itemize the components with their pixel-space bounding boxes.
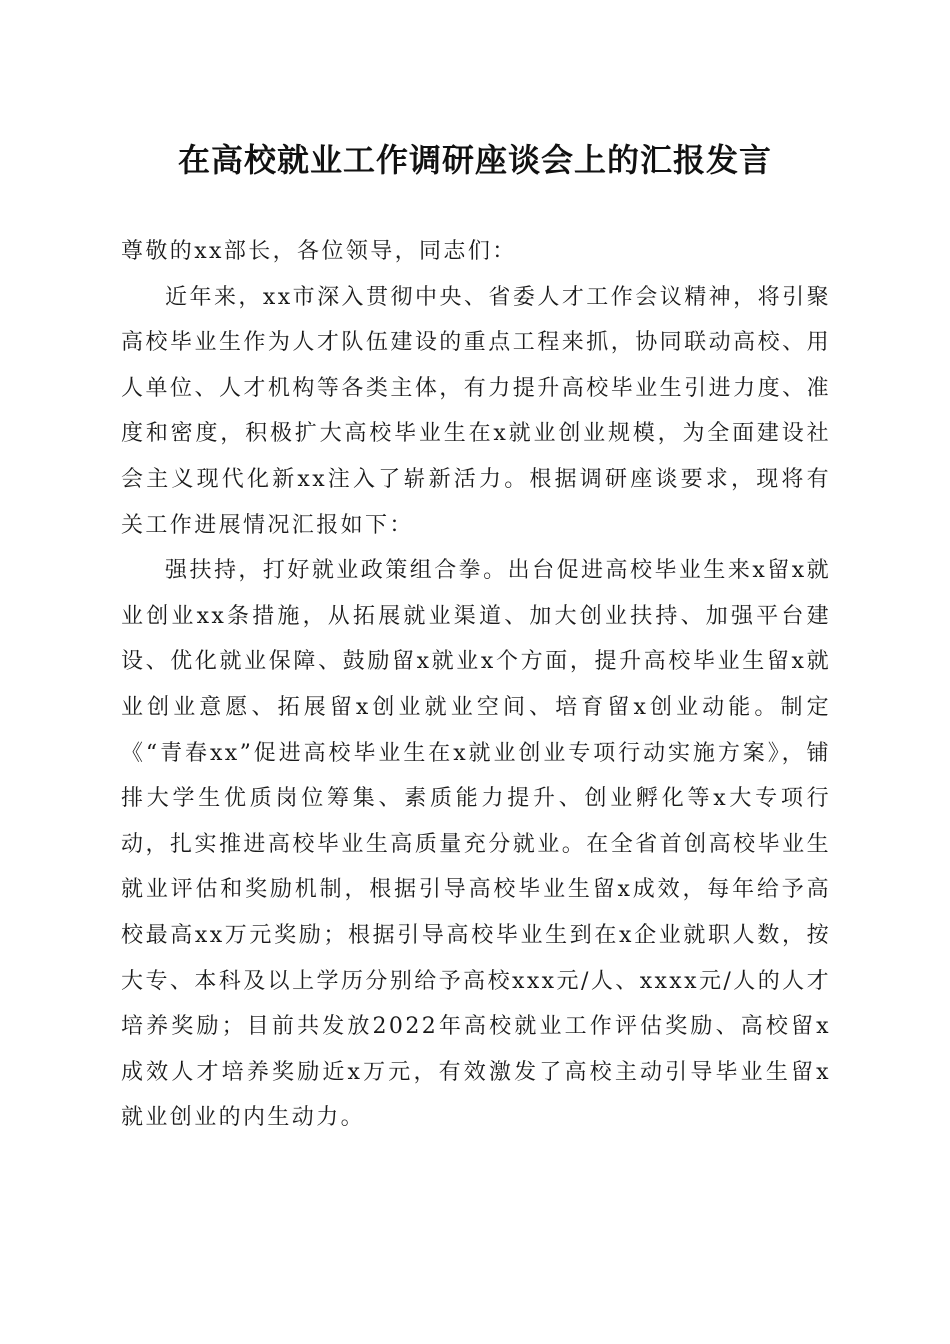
paragraph-intro: 近年来，xx市深入贯彻中央、省委人才工作会议精神，将引聚高校毕业生作为人才队伍建设的重点工程来抓，协同联动高校、用人单位、人才机构等各类主体，有力提升高校毕业生引进力度、准度和密度，积极扩大高校毕业生在x就业创业规模，为全面建设社会主义现代化新xx注入了崭新活力。根据调研座谈要求，现将有关工作进展情况汇报如下： bbox=[121, 284, 831, 538]
paragraph-policy-support: 强扶持，打好就业政策组合拳。出台促进高校毕业生来x留x就业创业xx条措施，从拓展就业渠道、加大创业扶持、加强平台建设、优化就业保障、鼓励留x就业x个方面，提升高校毕业生留x就业创业意愿、拓展留x创业就业空间、培育留x创业动能。制定《“青春xx”促进高校毕业生在x就业创业专项行动实施方案》，铺排大学生优质岗位筹集、素质能力提升、创业孵化等x大专项行动，扎实推进高校毕业生高质量充分就业。在全省首创高校毕业生就业评估和奖励机制，根据引导高校毕业生留x成效，每年给予高校最高xx万元奖励；根据引导高校毕业生到在x企业就职人数，按大专、本科及以上学历分别给予高校xxx元/人、xxxx元/人的人才培养奖励；目前共发放2022年高校就业工作评估奖励、高校留x成效人才培养奖励近x万元，有效激发了高校主动引导毕业生留x就业创业的内生动力。 bbox=[121, 558, 831, 1131]
document-title: 在高校就业工作调研座谈会上的汇报发言 bbox=[177, 141, 772, 179]
salutation: 尊敬的xx部长，各位领导，同志们： bbox=[121, 239, 517, 264]
document-body bbox=[121, 229, 831, 1141]
